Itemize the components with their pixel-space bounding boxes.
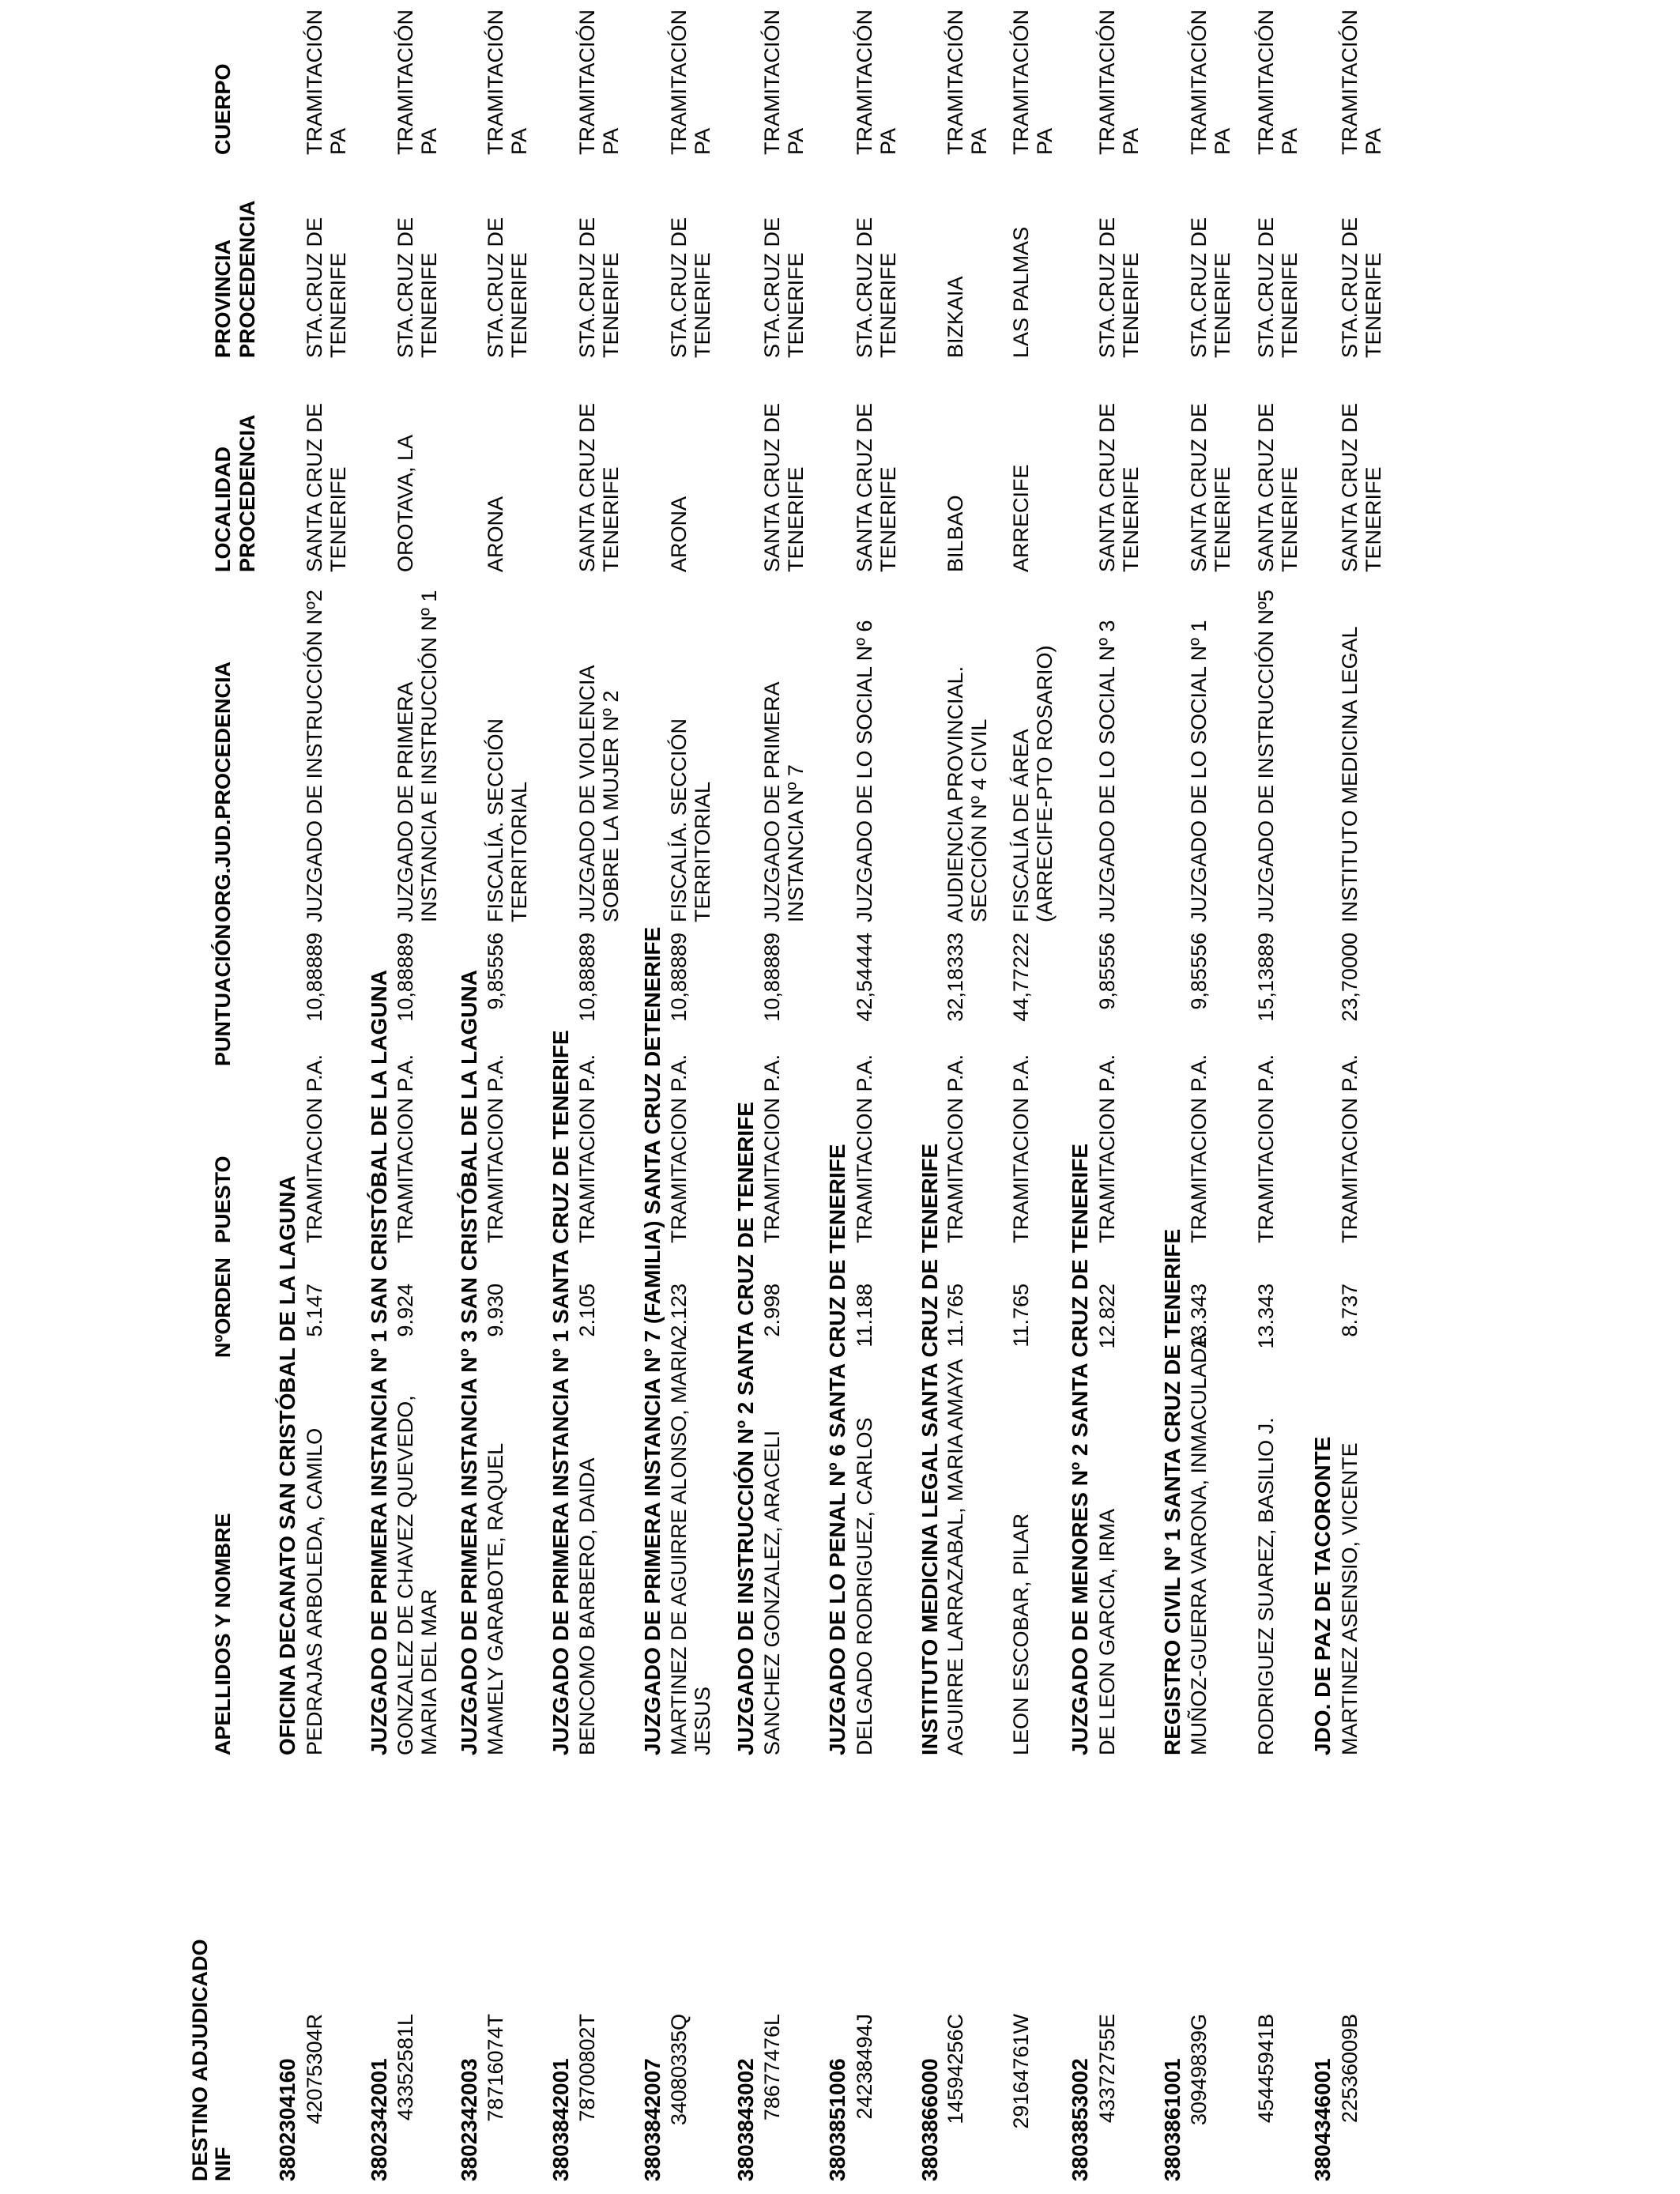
row-localidad: SANTA CRUZ DE: [575, 402, 599, 572]
row-org: INSTANCIA Nº 7: [784, 764, 808, 922]
row-provincia: BIZKAIA: [944, 276, 967, 358]
row-provincia: STA.CRUZ DE: [667, 217, 691, 358]
header-cuerpo: CUERPO: [211, 63, 235, 155]
row-orden: 5.147: [303, 1284, 326, 1337]
group-name: OFICINA DECANATO SAN CRISTÓBAL DE LA LAGUNA: [275, 1175, 299, 1755]
row-nif: 43352581L: [394, 2014, 417, 2121]
group-name: INSTITUTO MEDICINA LEGAL SANTA CRUZ DE TENERIFE: [917, 1143, 942, 1755]
group-name: JUZGADO DE PRIMERA INSTANCIA Nº 3 SAN CRISTÓBAL DE LA LAGUNA: [457, 970, 481, 1755]
row-nombre: MARIA DEL MAR: [417, 1589, 441, 1755]
row-org: FISCALÍA. SECCIÓN: [667, 718, 691, 922]
header-org: ORG.JUD.PROCEDENCIA: [211, 661, 235, 922]
row-localidad: SANTA CRUZ DE: [760, 402, 784, 572]
row-nif: 34080335Q: [667, 2014, 691, 2126]
row-nombre: MAMELY GARABOTE, RAQUEL: [484, 1442, 507, 1755]
row-localidad: TENERIFE: [876, 466, 900, 572]
row-cuerpo: TRAMITACIÓN: [575, 9, 599, 155]
row-provincia: STA.CRUZ DE: [1187, 217, 1211, 358]
group-name: JUZGADO DE PRIMERA INSTANCIA Nº 1 SANTA CRUZ DE TENERIFE: [548, 1030, 573, 1755]
row-provincia: TENERIFE: [1362, 252, 1385, 358]
row-cuerpo: PA: [507, 127, 531, 155]
row-org: JUZGADO DE LO SOCIAL Nº 3: [1095, 620, 1119, 922]
row-cuerpo: TRAMITACIÓN: [760, 9, 784, 155]
row-cuerpo: PA: [876, 127, 900, 155]
row-puntuacion: 44,77222: [1009, 933, 1033, 1022]
row-puntuacion: 10,88889: [303, 933, 326, 1022]
row-nombre: LEON ESCOBAR, PILAR: [1009, 1513, 1033, 1755]
row-provincia: TENERIFE: [417, 252, 441, 358]
row-orden: 9.930: [484, 1284, 507, 1337]
row-puesto: TRAMITACION P.A.: [1095, 1054, 1119, 1243]
row-localidad: OROTAVA, LA: [394, 434, 417, 572]
row-puesto: TRAMITACION P.A.: [1338, 1054, 1362, 1243]
row-nombre: GONZALEZ DE CHAVEZ QUEVEDO,: [394, 1395, 417, 1755]
row-cuerpo: PA: [784, 127, 808, 155]
row-localidad: TENERIFE: [1278, 466, 1301, 572]
row-orden: 11.765: [944, 1284, 967, 1348]
row-puntuacion: 10,88889: [394, 933, 417, 1022]
row-nombre: AGUIRRE LARRAZABAL, MARIA AMAYA: [944, 1359, 967, 1755]
row-cuerpo: PA: [1119, 127, 1143, 155]
header-provincia: PROVINCIA: [211, 239, 235, 358]
group-name: JUZGADO DE INSTRUCCIÓN Nº 2 SANTA CRUZ DE TENERIFE: [733, 1102, 758, 1755]
row-provincia: STA.CRUZ DE: [760, 217, 784, 358]
group-code: 3802304160: [275, 2058, 299, 2181]
row-nombre: MARTINEZ DE AGUIRRE ALONSO, MARIA: [667, 1336, 691, 1755]
row-puesto: TRAMITACION P.A.: [1254, 1054, 1278, 1243]
row-puntuacion: 10,88889: [760, 933, 784, 1022]
row-nombre: PEDRAJAS ARBOLEDA, CAMILO: [303, 1427, 326, 1755]
row-org: FISCALÍA. SECCIÓN: [484, 718, 507, 922]
row-orden: 2.105: [575, 1284, 599, 1337]
row-provincia: TENERIFE: [599, 252, 623, 358]
row-localidad: TENERIFE: [784, 466, 808, 572]
header-provincia-2: PROCEDENCIA: [235, 200, 259, 358]
group-name: JUZGADO DE PRIMERA INSTANCIA Nº 1 SAN CRISTÓBAL DE LA LAGUNA: [367, 970, 391, 1755]
row-nif: 78700802T: [575, 2014, 599, 2122]
row-nombre: JESUS: [691, 1686, 714, 1755]
row-provincia: STA.CRUZ DE: [575, 217, 599, 358]
row-cuerpo: TRAMITACIÓN: [1254, 9, 1278, 155]
row-puesto: TRAMITACION P.A.: [394, 1054, 417, 1243]
group-name: JUZGADO DE LO PENAL Nº 6 SANTA CRUZ DE TENERIFE: [825, 1144, 849, 1755]
group-code: 3803866000: [917, 2058, 942, 2181]
group-name: JDO. DE PAZ DE TACORONTE: [1310, 1436, 1335, 1755]
row-puntuacion: 10,88889: [575, 933, 599, 1022]
header-localidad: LOCALIDAD: [211, 447, 235, 572]
group-name: JUZGADO DE MENORES Nº 2 SANTA CRUZ DE TENERIFE: [1068, 1143, 1092, 1755]
row-nombre: SANCHEZ GONZALEZ, ARACELI: [760, 1430, 784, 1755]
row-puntuacion: 42,54444: [853, 933, 876, 1022]
row-nif: 42075304R: [303, 2014, 326, 2124]
row-org: JUZGADO DE PRIMERA: [394, 681, 417, 922]
group-code: 3803842007: [640, 2058, 665, 2181]
row-orden: 13.343: [1187, 1284, 1211, 1349]
group-code: 3802342003: [457, 2058, 481, 2181]
row-provincia: TENERIFE: [691, 252, 714, 358]
row-cuerpo: TRAMITACIÓN: [944, 9, 967, 155]
row-provincia: STA.CRUZ DE: [1095, 217, 1119, 358]
row-puntuacion: 23,70000: [1338, 933, 1362, 1022]
document-title: DESTINO ADJUDICADO: [188, 1939, 212, 2181]
row-provincia: TENERIFE: [876, 252, 900, 358]
row-puntuacion: 15,13889: [1254, 933, 1278, 1022]
row-orden: 11.765: [1009, 1284, 1033, 1348]
row-provincia: STA.CRUZ DE: [1254, 217, 1278, 358]
row-puntuacion: 9,85556: [1187, 933, 1211, 1010]
row-puesto: TRAMITACION P.A.: [575, 1054, 599, 1243]
row-provincia: TENERIFE: [1119, 252, 1143, 358]
header-nombre: APELLIDOS Y NOMBRE: [211, 1513, 235, 1755]
row-cuerpo: PA: [967, 127, 991, 155]
row-org: TERRITORIAL: [507, 781, 531, 922]
header-norden: NºORDEN: [211, 1257, 235, 1358]
row-orden: 2.123: [667, 1284, 691, 1337]
row-org: JUZGADO DE VIOLENCIA: [575, 665, 599, 922]
row-orden: 12.822: [1095, 1284, 1119, 1349]
row-provincia: TENERIFE: [1278, 252, 1301, 358]
row-nombre: BENCOMO BARBERO, DAIDA: [575, 1457, 599, 1755]
row-puesto: TRAMITACION P.A.: [1187, 1054, 1211, 1243]
row-puntuacion: 9,85556: [1095, 933, 1119, 1010]
row-provincia: TENERIFE: [1211, 252, 1234, 358]
row-puesto: TRAMITACION P.A.: [853, 1054, 876, 1243]
row-cuerpo: PA: [326, 127, 350, 155]
row-org: TERRITORIAL: [691, 781, 714, 922]
row-cuerpo: TRAMITACIÓN: [1095, 9, 1119, 155]
group-code: 3803861001: [1160, 2058, 1185, 2181]
row-localidad: TENERIFE: [1211, 466, 1234, 572]
row-puesto: TRAMITACION P.A.: [667, 1054, 691, 1243]
row-org: FISCALÍA DE ÁREA: [1009, 729, 1033, 922]
group-code: 3803851006: [825, 2058, 849, 2181]
row-org: INSTANCIA E INSTRUCCIÓN Nº 1: [417, 590, 441, 922]
row-org: AUDIENCIA PROVINCIAL.: [944, 665, 967, 922]
row-nombre: DELGADO RODRIGUEZ, CARLOS: [853, 1417, 876, 1755]
header-nif: NIF: [211, 2147, 235, 2181]
row-localidad: TENERIFE: [1119, 466, 1143, 572]
row-puesto: TRAMITACION P.A.: [484, 1054, 507, 1243]
row-nif: 30949839G: [1187, 2014, 1211, 2126]
row-org: SOBRE LA MUJER Nº 2: [599, 690, 623, 922]
row-puesto: TRAMITACION P.A.: [303, 1054, 326, 1243]
row-nif: 78677476L: [760, 2014, 784, 2121]
row-puesto: TRAMITACION P.A.: [944, 1054, 967, 1243]
row-cuerpo: PA: [691, 127, 714, 155]
row-localidad: SANTA CRUZ DE: [1095, 402, 1119, 572]
row-org: JUZGADO DE LO SOCIAL Nº 1: [1187, 620, 1211, 922]
row-provincia: TENERIFE: [507, 252, 531, 358]
row-cuerpo: PA: [1033, 127, 1057, 155]
row-provincia: STA.CRUZ DE: [484, 217, 507, 358]
group-name: JUZGADO DE PRIMERA INSTANCIA Nº 7 (FAMILIA) SANTA CRUZ DETENERIFE: [640, 926, 665, 1755]
group-code: 3803842001: [548, 2058, 573, 2181]
row-provincia: TENERIFE: [784, 252, 808, 358]
row-cuerpo: TRAMITACIÓN: [1009, 9, 1033, 155]
group-code: 3803853002: [1068, 2058, 1092, 2181]
row-nombre: MARTINEZ ASENSIO, VICENTE: [1338, 1442, 1362, 1755]
row-provincia: STA.CRUZ DE: [1338, 217, 1362, 358]
row-nif: 22536009B: [1338, 2014, 1362, 2124]
row-cuerpo: PA: [1278, 127, 1301, 155]
row-orden: 11.188: [853, 1284, 876, 1348]
row-cuerpo: TRAMITACIÓN: [1187, 9, 1211, 155]
row-nif: 78716074T: [484, 2014, 507, 2122]
row-localidad: SANTA CRUZ DE: [1187, 402, 1211, 572]
row-nombre: DE LEON GARCIA, IRMA: [1095, 1508, 1119, 1755]
row-cuerpo: TRAMITACIÓN: [667, 9, 691, 155]
row-org: JUZGADO DE PRIMERA: [760, 681, 784, 922]
row-provincia: LAS PALMAS: [1009, 226, 1033, 358]
row-provincia: STA.CRUZ DE: [394, 217, 417, 358]
row-cuerpo: PA: [1362, 127, 1385, 155]
row-cuerpo: TRAMITACIÓN: [1338, 9, 1362, 155]
row-localidad: BILBAO: [944, 495, 967, 572]
group-code: 3803843002: [733, 2058, 758, 2181]
row-localidad: ARONA: [484, 496, 507, 572]
row-localidad: SANTA CRUZ DE: [1338, 402, 1362, 572]
row-localidad: SANTA CRUZ DE: [853, 402, 876, 572]
row-localidad: SANTA CRUZ DE: [1254, 402, 1278, 572]
row-provincia: TENERIFE: [326, 252, 350, 358]
header-localidad-2: PROCEDENCIA: [235, 414, 259, 572]
row-nombre: MUÑOZ-GUERRA VARONA, INMACULADA: [1187, 1333, 1211, 1755]
row-cuerpo: PA: [417, 127, 441, 155]
row-nif: 24238494J: [853, 2014, 876, 2120]
row-cuerpo: PA: [1211, 127, 1234, 155]
row-localidad: SANTA CRUZ DE: [303, 402, 326, 572]
row-cuerpo: PA: [599, 127, 623, 155]
row-provincia: STA.CRUZ DE: [853, 217, 876, 358]
row-nif: 29164761W: [1009, 2014, 1033, 2129]
row-org: INSTITUTO MEDICINA LEGAL: [1338, 626, 1362, 922]
row-orden: 9.924: [394, 1284, 417, 1337]
group-name: REGISTRO CIVIL Nº 1 SANTA CRUZ DE TENERIFE: [1160, 1228, 1185, 1755]
row-puntuacion: 9,85556: [484, 933, 507, 1010]
row-puntuacion: 32,18333: [944, 933, 967, 1022]
row-cuerpo: TRAMITACIÓN: [394, 9, 417, 155]
row-nif: 43372755E: [1095, 2014, 1119, 2124]
row-org: JUZGADO DE INSTRUCCIÓN Nº2: [303, 590, 326, 922]
row-nif: 14594256C: [944, 2014, 967, 2124]
row-localidad: TENERIFE: [326, 466, 350, 572]
row-provincia: STA.CRUZ DE: [303, 217, 326, 358]
group-code: 3802342001: [367, 2058, 391, 2181]
row-orden: 8.737: [1338, 1284, 1362, 1337]
header-puesto: PUESTO: [211, 1155, 235, 1243]
row-orden: 2.998: [760, 1284, 784, 1337]
row-cuerpo: TRAMITACIÓN: [484, 9, 507, 155]
row-puesto: TRAMITACION P.A.: [760, 1054, 784, 1243]
row-org: JUZGADO DE LO SOCIAL Nº 6: [853, 620, 876, 922]
row-puesto: TRAMITACION P.A.: [1009, 1054, 1033, 1243]
group-code: 3804346001: [1310, 2058, 1335, 2181]
row-localidad: ARRECIFE: [1009, 464, 1033, 572]
row-nombre: RODRIGUEZ SUAREZ, BASILIO J.: [1254, 1417, 1278, 1755]
row-org: (ARRECIFE-PTO ROSARIO): [1033, 645, 1057, 922]
row-localidad: TENERIFE: [599, 466, 623, 572]
row-puntuacion: 10,88889: [667, 933, 691, 1022]
row-cuerpo: TRAMITACIÓN: [303, 9, 326, 155]
row-localidad: TENERIFE: [1362, 466, 1385, 572]
row-orden: 13.343: [1254, 1284, 1278, 1349]
row-nif: 45445941B: [1254, 2014, 1278, 2124]
row-org: JUZGADO DE INSTRUCCIÓN Nº5: [1254, 590, 1278, 922]
row-cuerpo: TRAMITACIÓN: [853, 9, 876, 155]
row-org: SECCIÓN Nº 4 CIVIL: [967, 718, 991, 922]
header-puntuacion: PUNTUACIÓN: [211, 924, 235, 1066]
row-localidad: ARONA: [667, 496, 691, 572]
